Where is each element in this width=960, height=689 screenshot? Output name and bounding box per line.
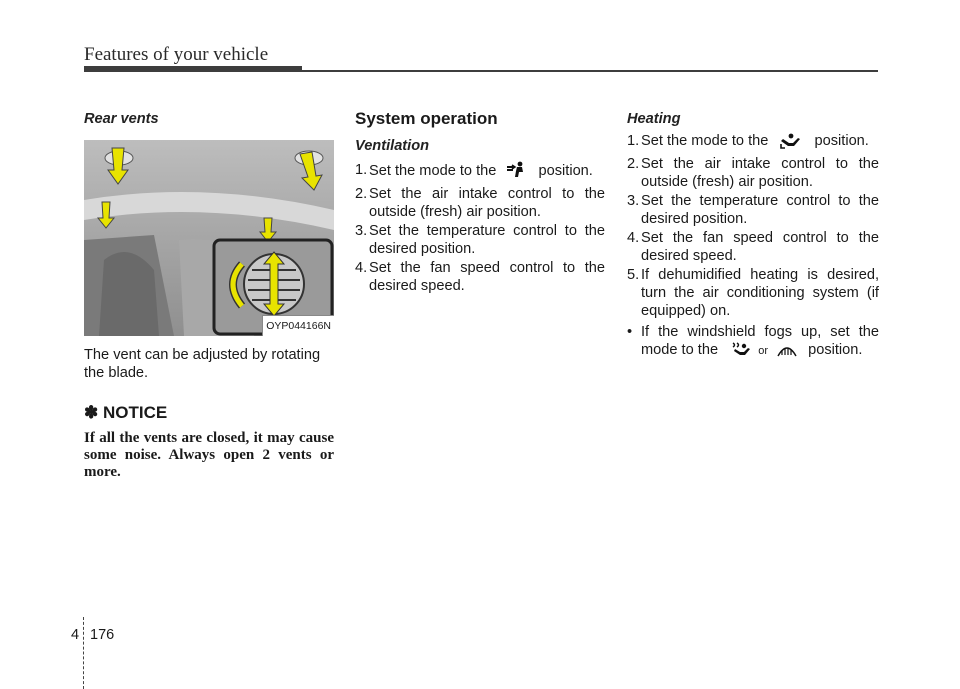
notice-title-text: NOTICE xyxy=(102,403,168,422)
step-number: 4. xyxy=(355,260,368,276)
ventilation-step xyxy=(355,259,605,295)
face-vent-mode-icon xyxy=(506,161,528,184)
bullet-text: If the windshield fogs up, set the mode to the or position. xyxy=(641,323,879,363)
step-text: Set the mode to the position. xyxy=(369,161,605,184)
heating-step xyxy=(627,132,879,154)
notice-body: If all the vents are closed, it may cause some noise. Always open 2 vents or more. xyxy=(84,430,334,480)
column-rear-vents xyxy=(84,110,334,481)
step-number: 4. xyxy=(627,230,640,246)
step-number: 1. xyxy=(627,133,640,149)
step-text: Set the temperature control to the desired position. xyxy=(369,223,605,257)
heating-bullet xyxy=(627,323,879,363)
system-operation-heading: System operation xyxy=(355,109,498,128)
ventilation-step xyxy=(355,222,605,258)
column-heating xyxy=(627,110,879,363)
heating-step xyxy=(627,192,879,228)
heating-bullets xyxy=(627,323,879,363)
step-text: Set the air intake control to the outside (fresh) air position. xyxy=(369,186,605,220)
heating-step xyxy=(627,229,879,265)
ventilation-step xyxy=(355,185,605,221)
notice-symbol-icon: ✽ xyxy=(84,403,99,422)
rear-vents-body: The vent can be adjusted by rotating the blade. xyxy=(84,347,321,381)
chapter-number: 4 xyxy=(71,627,80,643)
step-number: 2. xyxy=(627,156,640,172)
floor-defrost-mode-icon xyxy=(730,342,752,363)
step-text: Set the fan speed control to the desired speed. xyxy=(641,230,879,264)
notice-title xyxy=(84,404,334,422)
header-rule-thick xyxy=(84,66,302,72)
step-text: Set the air intake control to the outside (fresh) air position. xyxy=(641,156,879,190)
step-number: 3. xyxy=(627,193,640,209)
step-text: Set the temperature control to the desired position. xyxy=(641,193,879,227)
step-text: If dehumidified heating is desired, turn the air conditioning system (if equipped) on. xyxy=(641,267,879,319)
step-number: 1. xyxy=(355,162,368,178)
image-code-label: OYP044166N xyxy=(262,315,334,336)
or-label: or xyxy=(758,345,768,357)
step-number: 2. xyxy=(355,186,368,202)
defrost-mode-icon xyxy=(776,342,798,363)
rear-vents-illustration xyxy=(84,140,334,336)
notice-box xyxy=(84,404,334,481)
rear-vent-drawing xyxy=(84,140,334,336)
heating-step xyxy=(627,155,879,191)
heating-steps xyxy=(627,132,879,320)
heating-step xyxy=(627,266,879,320)
floor-mode-icon xyxy=(778,133,804,154)
page-number: 176 xyxy=(90,627,115,643)
bullet-symbol: • xyxy=(627,324,633,340)
ventilation-steps xyxy=(355,161,605,295)
ventilation-step xyxy=(355,161,605,184)
page-header-title: Features of your vehicle xyxy=(84,44,269,65)
step-text: Set the fan speed control to the desired speed. xyxy=(369,260,605,294)
step-number: 5. xyxy=(627,267,640,283)
step-text: Set the mode to the position. xyxy=(641,132,879,154)
ventilation-heading: Ventilation xyxy=(355,138,430,154)
step-number: 3. xyxy=(355,223,368,239)
heating-heading: Heating xyxy=(627,111,681,127)
rear-vents-heading: Rear vents xyxy=(84,111,159,127)
footer-divider xyxy=(83,617,85,689)
header-rule-thin xyxy=(300,70,878,72)
column-system-operation xyxy=(355,110,605,296)
